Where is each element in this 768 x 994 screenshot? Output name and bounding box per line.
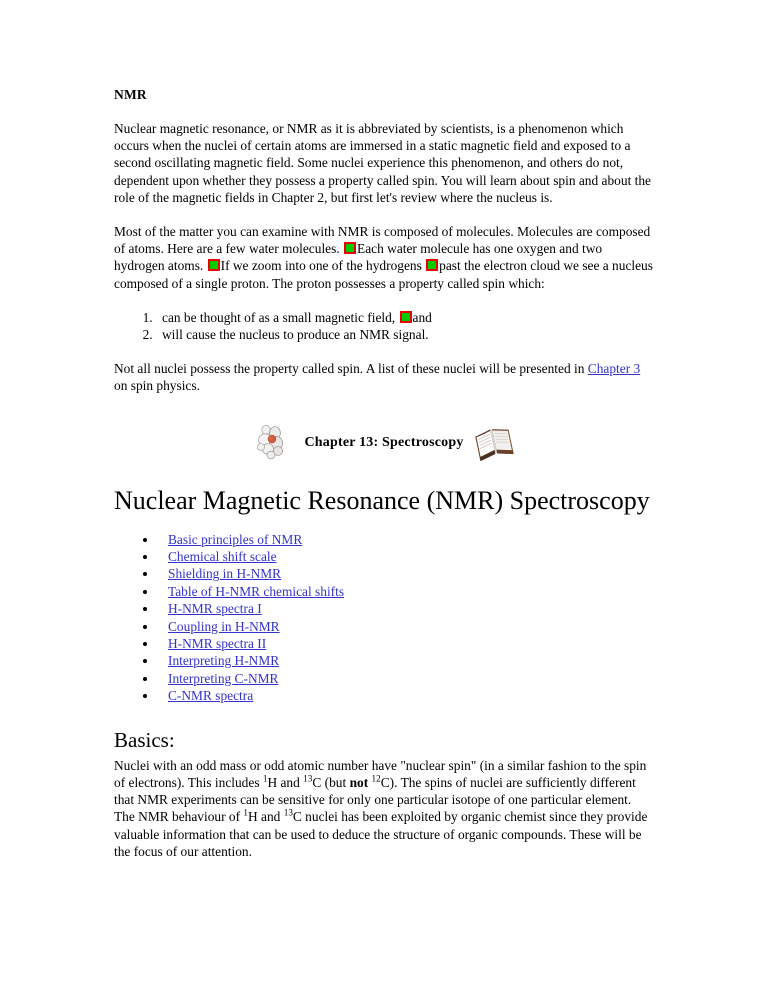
basics-seg2: H and: [267, 774, 304, 790]
list-item: [158, 583, 654, 600]
toc-link-h-nmr-spectra-ii[interactable]: H-NMR spectra II: [168, 636, 267, 652]
matter-part4: past the electron cloud we see a nucleus composed of a single proton. The proton possesses a property called spin which:: [114, 258, 653, 291]
list-item: [158, 670, 654, 687]
basics-bold-not: not: [349, 774, 369, 790]
not-all-nuclei-paragraph: [114, 360, 654, 394]
matter-part2: Each water molecule has one oxygen and two hydrogen atoms.: [114, 241, 603, 274]
broken-image-icon: [344, 242, 356, 254]
basics-seg6: H and: [248, 809, 284, 825]
not-all-nuclei-before: Not all nuclei possess the property called spin. A list of these nuclei will be presented in: [114, 361, 585, 377]
open-book-icon: [472, 421, 516, 465]
toc-link-list: [114, 531, 654, 705]
list-item: [158, 548, 654, 565]
molecule-model-icon: [252, 421, 296, 465]
toc-link-basic-principles-of-nmr[interactable]: Basic principles of NMR: [168, 531, 303, 547]
matter-part1: Most of the matter you can examine with NMR is composed of molecules. Molecules are composed of atoms. Here are a few water molecules.: [114, 224, 651, 257]
toc-link-c-nmr-spectra[interactable]: C-NMR spectra: [168, 688, 254, 704]
toc-link-table-of-h-nmr-chemical-shifts[interactable]: Table of H-NMR chemical shifts: [168, 583, 345, 599]
list-item: [158, 618, 654, 635]
basics-seg1: Nuclei with an odd mass or odd atomic number have "nuclear spin" (in a similar fashion to the spin of electrons). This includes: [114, 757, 647, 790]
chapter-banner-title: Chapter 13: Spectroscopy: [304, 434, 464, 450]
list-item: [158, 531, 654, 548]
toc-link-interpreting-c-nmr[interactable]: Interpreting C-NMR: [168, 670, 279, 686]
broken-image-icon: [426, 259, 438, 271]
basics-seg3: C (but: [312, 774, 350, 790]
spin-item-1-tail: and: [412, 309, 432, 325]
toc-link-chemical-shift-scale[interactable]: Chemical shift scale: [168, 549, 277, 565]
list-item: [156, 326, 654, 343]
toc-link-shielding-in-h-nmr[interactable]: Shielding in H-NMR: [168, 566, 282, 582]
superscript-mass-number: 13: [283, 807, 293, 818]
superscript-mass-number: 13: [303, 773, 313, 784]
spin-properties-list: [114, 309, 654, 343]
basics-seg7: C nuclei has been exploited by organic chemist since they provide valuable information that can be used to deduce the structure of organic compounds. These will be the focus of our attention.: [114, 809, 648, 859]
main-heading: Nuclear Magnetic Resonance (NMR) Spectroscopy: [114, 485, 650, 515]
broken-image-icon: [208, 259, 220, 271]
basics-seg5: C). The spins of nuclei are sufficiently different that NMR experiments can be sensitive for only one particular isotope of one particular element. The NMR behaviour of: [114, 774, 636, 825]
not-all-nuclei-after: on spin physics.: [114, 378, 200, 394]
superscript-mass-number: 12: [371, 773, 381, 784]
list-item: [158, 565, 654, 582]
list-item: [158, 652, 654, 669]
toc-link-interpreting-h-nmr[interactable]: Interpreting H-NMR: [168, 653, 280, 669]
link-chapter-3[interactable]: Chapter 3: [587, 361, 641, 377]
basics-paragraph: [114, 757, 654, 860]
intro-paragraph: Nuclear magnetic resonance, or NMR as it is abbreviated by scientists, is a phenomenon which occurs when the nuclei of certain atoms are immersed in a static magnetic field and exposed to a second oscillating magnetic field. Some nuclei experience this phenomenon, and others do not, dependent upon whether they possess a property called spin. You will learn about spin and about the role of the magnetic fields in Chapter 2, but first let's review where the nucleus is.: [114, 121, 652, 205]
list-item: [158, 635, 654, 652]
spin-item-2-text: will cause the nucleus to produce an NMR signal.: [162, 327, 429, 343]
list-item: [158, 600, 654, 617]
document-content: [114, 86, 654, 860]
superscript-mass-number: 1: [262, 773, 268, 784]
page-title: NMR: [114, 87, 147, 102]
toc-link-h-nmr-spectra-i[interactable]: H-NMR spectra I: [168, 601, 262, 617]
chapter-banner: [114, 421, 654, 465]
superscript-mass-number: 1: [243, 807, 249, 818]
list-item: [158, 687, 654, 704]
toc-link-coupling-in-h-nmr[interactable]: Coupling in H-NMR: [168, 618, 280, 634]
broken-image-icon: [400, 311, 412, 323]
basics-heading: Basics:: [114, 727, 175, 752]
spin-item-1-text: can be thought of as a small magnetic field,: [162, 309, 396, 325]
list-item: [156, 309, 654, 326]
matter-part3: If we zoom into one of the hydrogens: [220, 258, 422, 274]
matter-paragraph: [114, 223, 654, 292]
